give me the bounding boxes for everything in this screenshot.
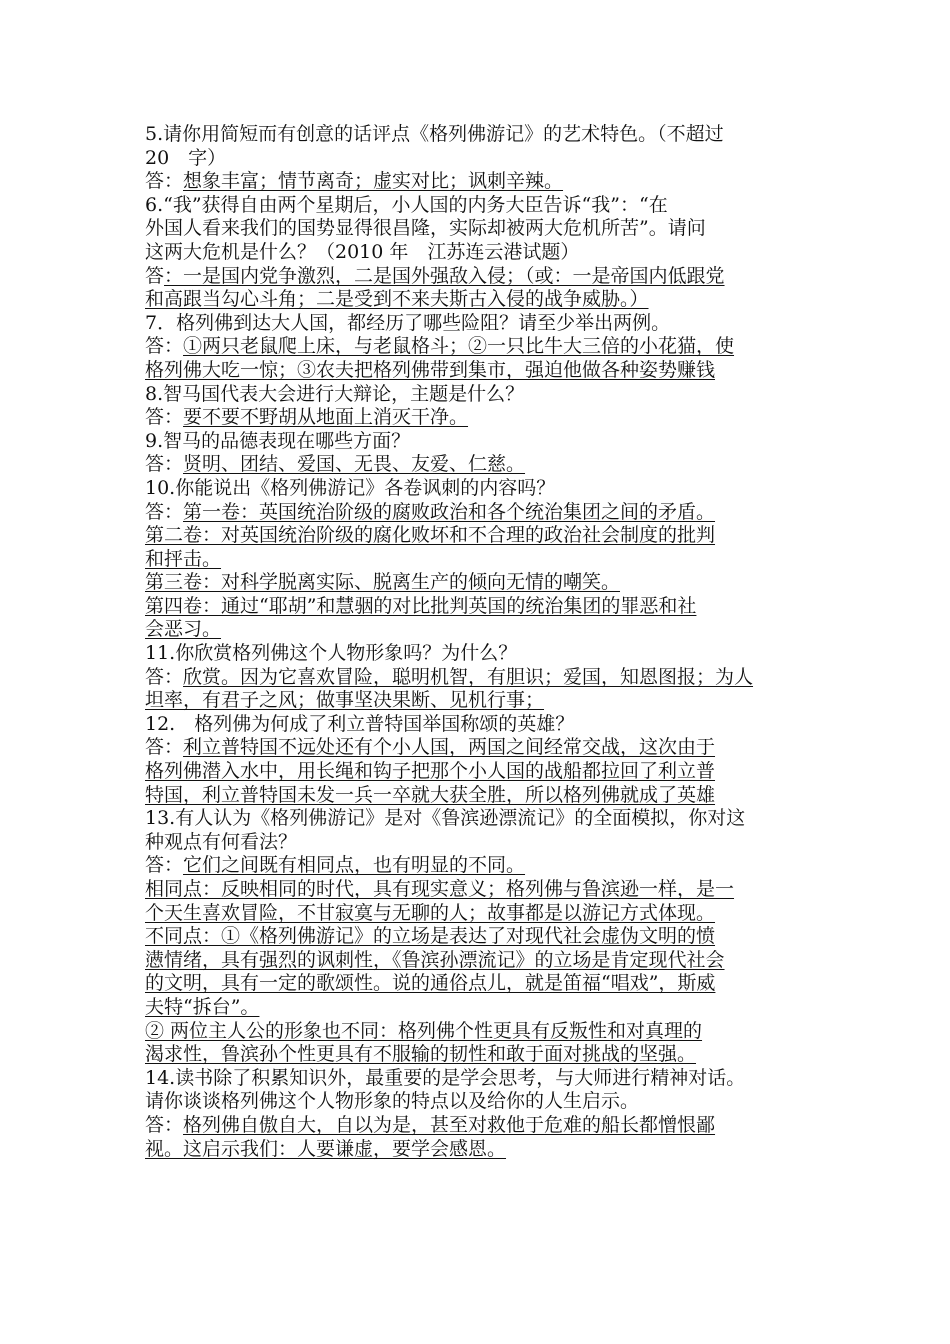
answer-prefix: 答： bbox=[145, 500, 184, 523]
answer-text: 格列佛自傲自大，自以为是，甚至对救他于危难的船长都憎恨鄙 bbox=[183, 1113, 716, 1136]
answer-text: 贤明、团结、爱国、无畏、友爱、仁慈。 bbox=[183, 453, 526, 476]
answer-line bbox=[145, 1114, 815, 1138]
text-line: 外国人看来我们的国势显得很昌隆，实际却被两大危机所苦”。请问 bbox=[145, 217, 706, 240]
answer-prefix: 答： bbox=[145, 665, 184, 688]
answer-prefix: 答： bbox=[145, 170, 184, 193]
answer-line bbox=[145, 736, 815, 760]
text-line: 这两大危机是什么？（2010 年 江苏连云港试题） bbox=[145, 240, 580, 263]
text-line: 20 字） bbox=[145, 146, 227, 169]
answer-line: 渴求性，鲁滨孙个性更具有不服输的韧性和敢于面对挑战的坚强。 bbox=[145, 1043, 697, 1066]
answer-prefix: 答： bbox=[145, 1113, 184, 1136]
answer-line bbox=[145, 453, 815, 477]
answer-prefix: 答： bbox=[145, 406, 184, 429]
answer-line: 不同点：①《格列佛游记》的立场是表达了对现代社会虚伪文明的愤 bbox=[145, 925, 716, 948]
text-line: 种观点有何看法？ bbox=[145, 830, 298, 853]
answer-line bbox=[145, 854, 815, 878]
answer-prefix: 答： bbox=[145, 854, 184, 877]
answer-line: 第四卷：通过“耶胡”和慧骃的对比批判英国的统治集团的罪恶和社 bbox=[145, 594, 697, 617]
answer-line bbox=[145, 170, 815, 194]
text-line: 8.智马国代表大会进行大辩论，主题是什么？ bbox=[145, 382, 525, 405]
answer-text: 第一卷：英国统治阶级的腐败政治和各个统治集团之间的矛盾。 bbox=[183, 500, 716, 523]
answer-text: 利立普特国不远处还有个小人国，两国之间经常交战，这次由于 bbox=[183, 736, 716, 759]
answer-line: 懑情绪，具有强烈的讽刺性，《鲁滨孙漂流记》的立场是肯定现代社会 bbox=[145, 948, 725, 971]
answer-line bbox=[145, 666, 815, 690]
text-line: 5.请你用简短而有创意的话评点《格列佛游记》的艺术特色。（不超过 bbox=[145, 123, 724, 145]
answer-line bbox=[145, 265, 815, 289]
text-line: 9.智马的品德表现在哪些方面？ bbox=[145, 429, 411, 452]
answer-prefix: 答： bbox=[145, 736, 184, 759]
answer-line: 坦率，有君子之风；做事坚决果断、见机行事； bbox=[145, 689, 545, 712]
answer-line: 格列佛大吃一惊；③农夫把格列佛带到集市，强迫他做各种姿势赚钱 bbox=[145, 358, 716, 381]
answer-line: 视。这启示我们：人要谦虚，要学会感恩。 bbox=[145, 1137, 507, 1160]
text-line: 12. 格列佛为何成了利立普特国举国称颂的英雄？ bbox=[145, 712, 575, 735]
answer-prefix: 答 bbox=[145, 264, 165, 287]
answer-text: 它们之间既有相同点，也有明显的不同。 bbox=[183, 854, 526, 877]
answer-line: 相同点：反映相同的时代，具有现实意义；格列佛与鲁滨逊一样，是一 bbox=[145, 878, 735, 900]
text-line: 请你谈谈格列佛这个人物形象的特点以及给你的人生启示。 bbox=[145, 1090, 640, 1113]
answer-text: ①两只老鼠爬上床，与老鼠格斗；②一只比牛大三倍的小花猫，使 bbox=[183, 335, 735, 358]
answer-line: ② 两位主人公的形象也不同：格列佛个性更具有反叛性和对真理的 bbox=[145, 1019, 703, 1042]
text-line: 14.读书除了积累知识外，最重要的是学会思考，与大师进行精神对话。 bbox=[145, 1066, 746, 1089]
answer-line: 第二卷：对英国统治阶级的腐化败坏和不合理的政治社会制度的批判 bbox=[145, 524, 716, 547]
text-line: 6.“我”获得自由两个星期后，小人国的内务大臣告诉“我”：“在 bbox=[145, 193, 668, 216]
text-line: 13.有人认为《格列佛游记》是对《鲁滨逊漂流记》的全面模拟，你对这 bbox=[145, 807, 746, 830]
answer-line: 和抨击。 bbox=[145, 547, 222, 570]
answer-text: ：一是国内党争激烈，二是国外强敌入侵；（或：一是帝国内低跟党 bbox=[164, 264, 725, 287]
text-line: 7．格列佛到达大人国，都经历了哪些险阻？请至少举出两例。 bbox=[145, 311, 671, 334]
document-page bbox=[145, 123, 815, 1161]
answer-line: 和高跟当勾心斗角；二是受到不来夫斯古入侵的战争威胁。） bbox=[145, 288, 649, 311]
answer-prefix: 答： bbox=[145, 453, 184, 476]
answer-line bbox=[145, 406, 815, 430]
answer-line: 夫特“拆台”。 bbox=[145, 995, 260, 1018]
answer-line: 个天生喜欢冒险，不甘寂寞与无聊的人；故事都是以游记方式体现。 bbox=[145, 901, 716, 924]
answer-line: 的文明，具有一定的歌颂性。说的通俗点儿，就是笛福“唱戏”，斯威 bbox=[145, 972, 716, 995]
answer-text: 想象丰富；情节离奇；虚实对比；讽刺辛辣。 bbox=[183, 170, 564, 193]
answer-line: 格列佛潜入水中，用长绳和钩子把那个小人国的战船都拉回了利立普 bbox=[145, 760, 716, 783]
answer-line: 特国，利立普特国未发一兵一卒就大获全胜，所以格列佛就成了英雄 bbox=[145, 783, 716, 806]
text-line: 11.你欣赏格列佛这个人物形象吗？为什么？ bbox=[145, 642, 518, 665]
answer-prefix: 答： bbox=[145, 335, 184, 358]
answer-line bbox=[145, 501, 815, 525]
answer-line: 第三卷：对科学脱离实际、脱离生产的倾向无情的嘲笑。 bbox=[145, 571, 621, 594]
answer-text: 欣赏。因为它喜欢冒险，聪明机智，有胆识；爱国，知恩图报；为人 bbox=[183, 665, 754, 688]
answer-line: 会恶习。 bbox=[145, 618, 222, 641]
text-line: 10.你能说出《格列佛游记》各卷讽刺的内容吗？ bbox=[145, 476, 556, 499]
answer-line bbox=[145, 335, 815, 359]
answer-text: 要不要不野胡从地面上消灭干净。 bbox=[183, 406, 469, 429]
